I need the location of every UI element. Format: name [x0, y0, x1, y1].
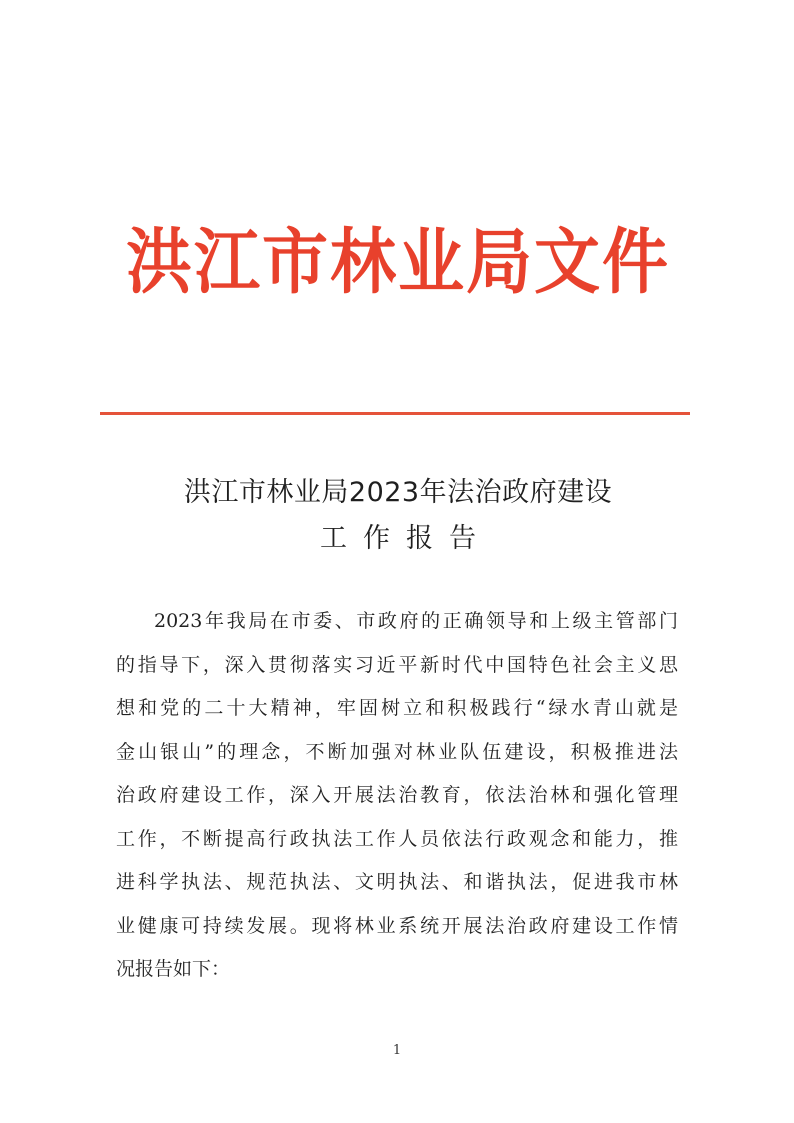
body-line: 的指导下，深入贯彻落实习近平新时代中国特色社会主义思 — [116, 653, 678, 676]
document-title-line-1: 洪江市林业局2023年法治政府建设 — [183, 477, 613, 508]
body-line: 想和党的二十大精神，牢固树立和积极践行“绿水青山就是 — [116, 697, 678, 719]
body-line: 治政府建设工作，深入开展法治教育，依法治林和强化管理 — [116, 784, 678, 806]
body-paragraph — [116, 600, 678, 992]
letterhead-title: 洪江市林业局文件 — [126, 219, 670, 304]
body-line: 2023年我局在市委、市政府的正确领导和上级主管部门 — [154, 610, 678, 632]
body-line: 工作，不断提高行政执法工作人员依法行政观念和能力，推 — [116, 827, 678, 850]
body-line: 业健康可持续发展。现将林业系统开展法治政府建设工作情 — [116, 914, 678, 937]
letterhead-divider — [100, 412, 690, 415]
body-line: 金山银山”的理念，不断加强对林业队伍建设，积极推进法 — [116, 740, 678, 763]
document-title-line-2: 工作报告 — [320, 523, 492, 554]
page-number: 1 — [392, 1043, 402, 1058]
body-line: 进科学执法、规范执法、文明执法、和谐执法，促进我市林 — [116, 871, 678, 893]
body-line: 况报告如下： — [116, 958, 231, 980]
